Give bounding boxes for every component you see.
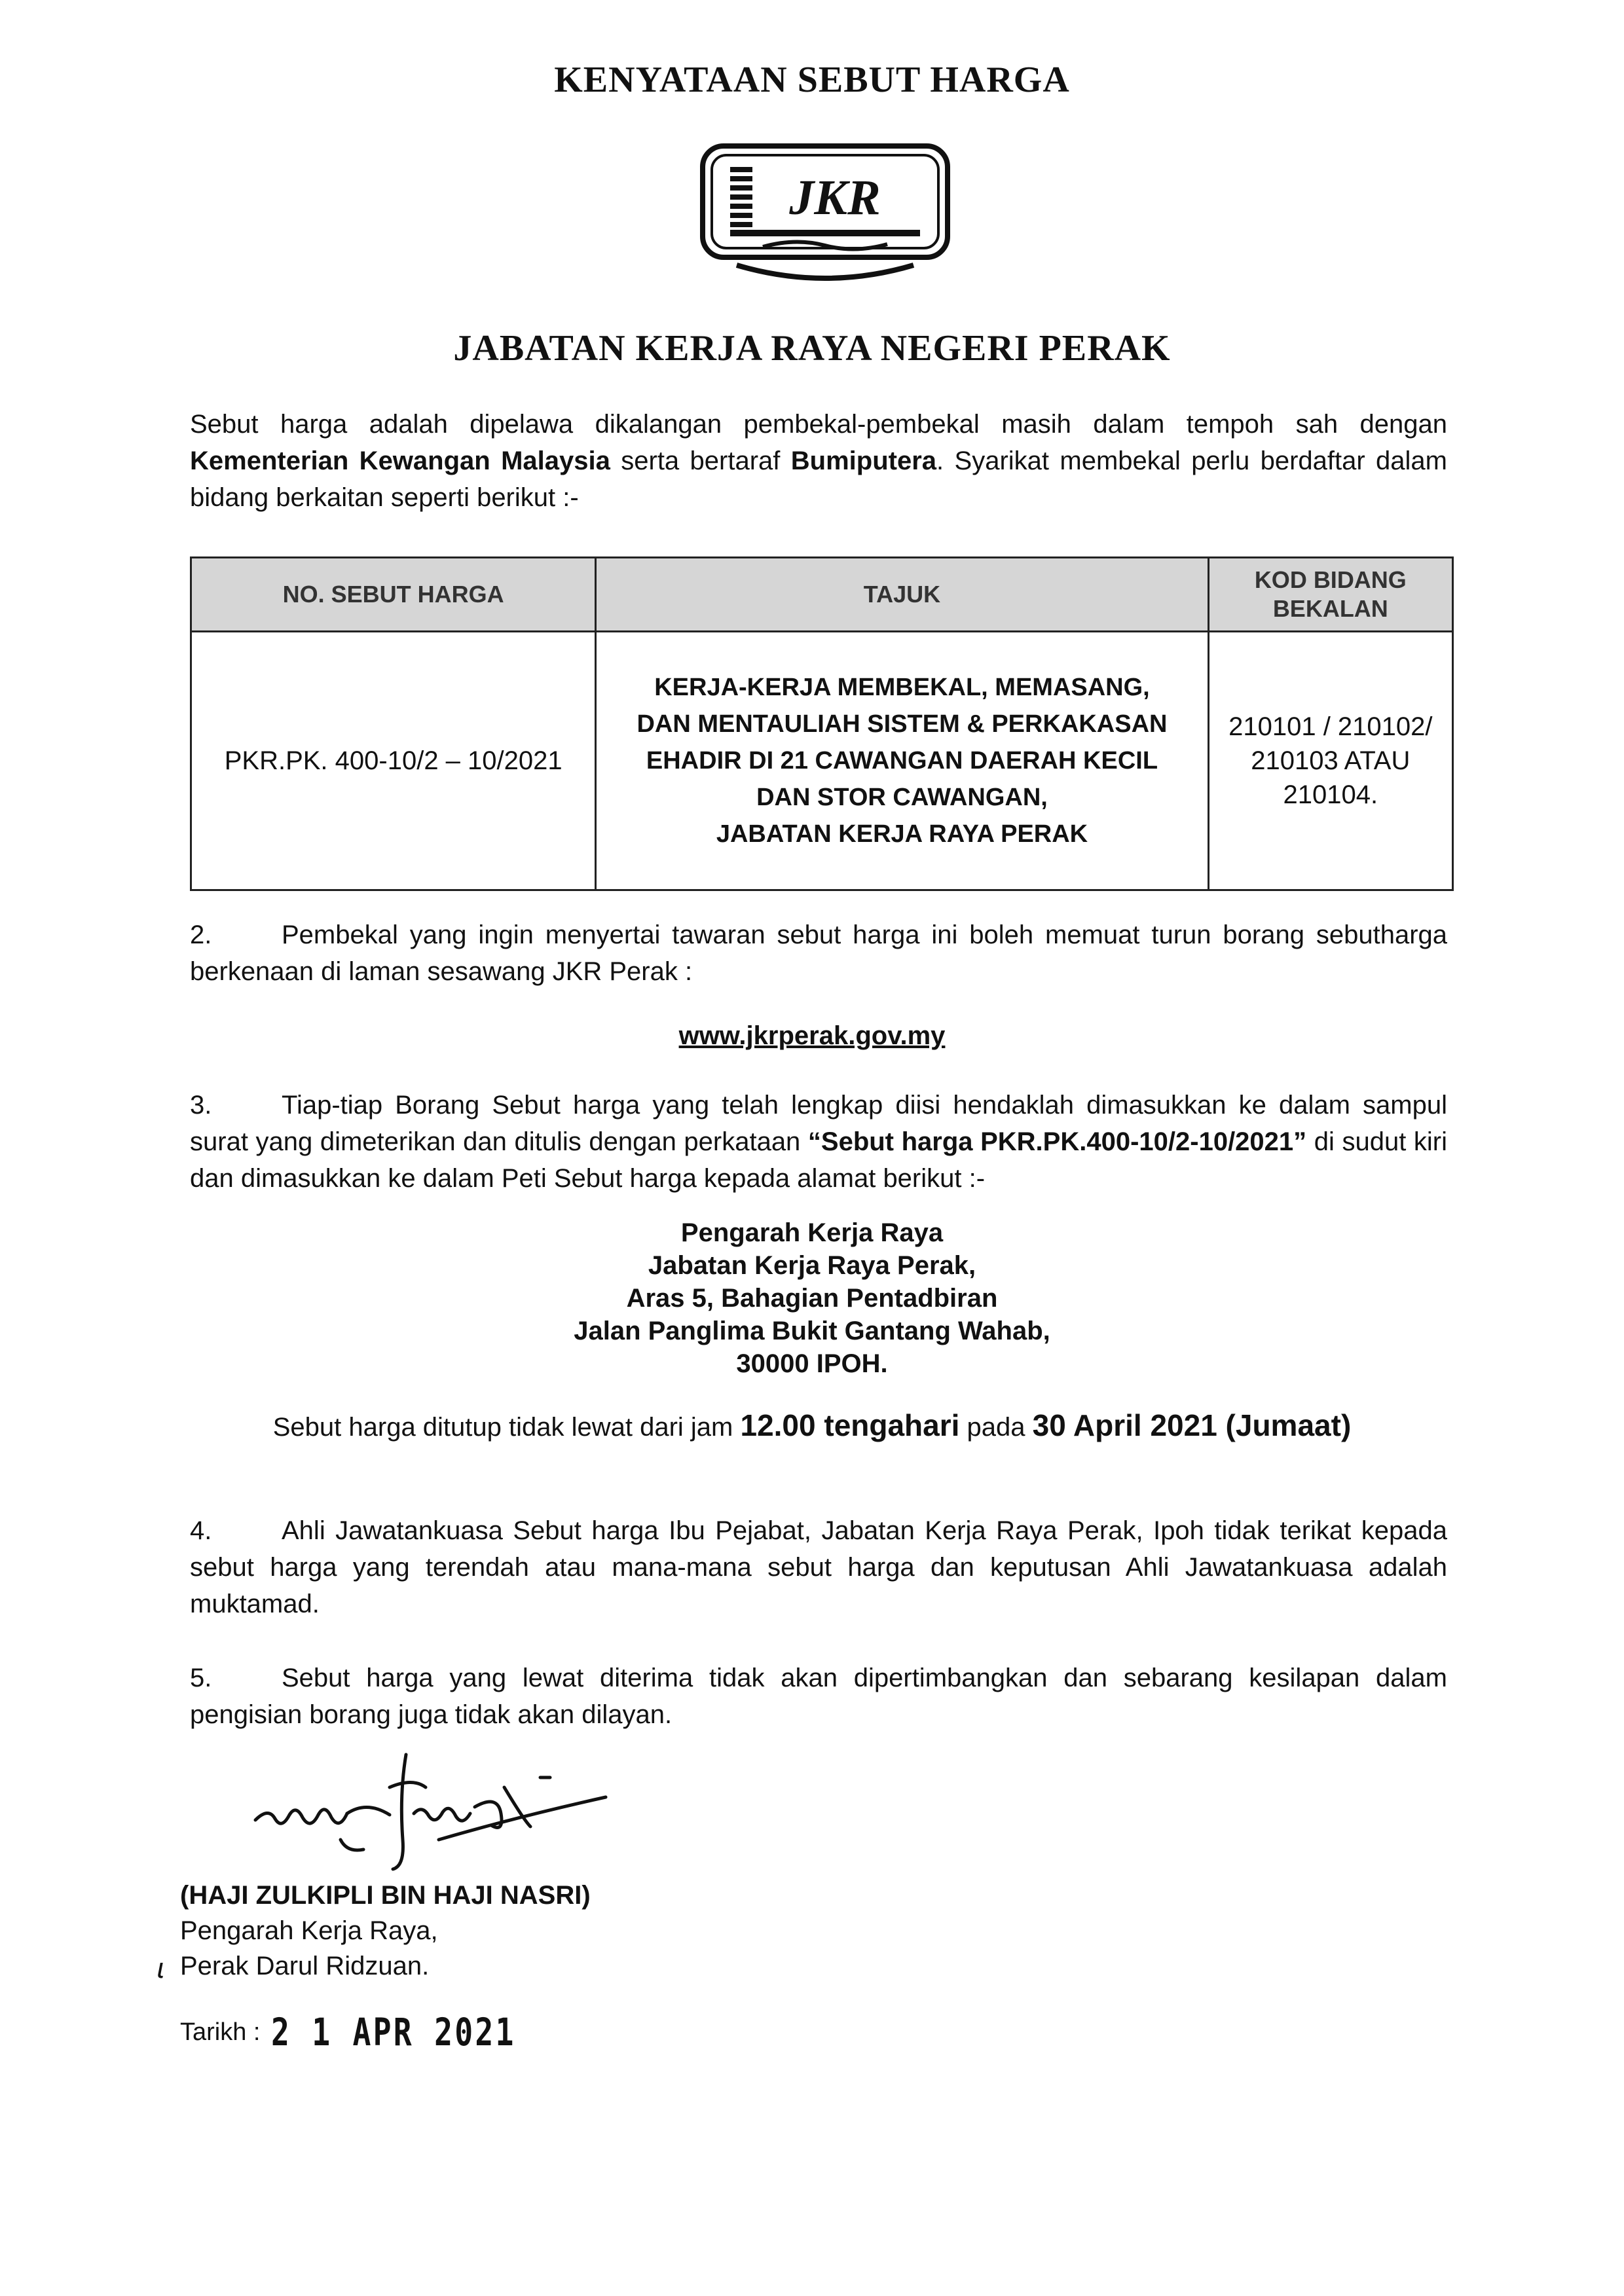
header-no-sebut-harga: NO. SEBUT HARGA (191, 558, 596, 632)
paragraph-5 (190, 1660, 1447, 1733)
date-row (180, 2010, 577, 2054)
closing-text-1: Sebut harga ditutup tidak lewat dari jam (272, 1413, 741, 1442)
address-line: 30000 IPOH. (736, 1349, 888, 1378)
address-line: Jalan Panglima Bukit Gantang Wahab, (574, 1317, 1050, 1345)
handwritten-signature-icon (242, 1741, 609, 1879)
header-kod-bidang: KOD BIDANG BEKALAN (1208, 558, 1452, 632)
document-title: KENYATAAN SEBUT HARGA (554, 60, 1070, 100)
cell-tajuk: KERJA-KERJA MEMBEKAL, MEMASANG, DAN MENTAULIAH SISTEM & PERKAKASAN EHADIR DI 21 CAWANGAN DAERAH KECIL DAN STOR CAWANGAN, JABATAN KERJA RAYA PERAK (596, 632, 1208, 890)
date-label: Tarikh : (180, 2018, 261, 2046)
paragraph-4 (190, 1512, 1447, 1622)
paragraph-4-text: Ahli Jawatankuasa Sebut harga Ibu Pejabat, Jabatan Kerja Raya Perak, Ipoh tidak terikat kepada sebut harga yang terendah atau mana-mana sebut harga dan keputusan Ahli Jawatankuasa adalah muktamad. (190, 1516, 1447, 1618)
paragraph-3-bold-reference: “Sebut harga PKR.PK.400-10/2-10/2021” (807, 1127, 1307, 1156)
handwritten-initial: ɩ (157, 1952, 164, 1984)
website-link[interactable]: www.jkrperak.gov.my (678, 1021, 946, 1050)
date-stamp: 2 1 APR 2021 (271, 2010, 516, 2054)
intro-text-2: serta bertaraf (610, 446, 791, 475)
cell-no-sebut-harga: PKR.PK. 400-10/2 – 10/2021 (191, 632, 596, 890)
intro-text-3: . Syarikat membekal perlu berdaftar dalam bidang berkaitan seperti berikut :- (190, 446, 1447, 512)
paragraph-number: 4. (190, 1516, 212, 1545)
paragraph-3-text-1: Tiap-tiap Borang Sebut harga yang telah lengkap diisi hendaklah dimasukkan ke dalam sampul surat yang dimeterikan dan ditulis dengan perkataan (190, 1091, 1447, 1156)
header-tajuk: TAJUK (596, 558, 1208, 632)
paragraph-3-text-2: di sudut kiri dan dimasukkan ke dalam Peti Sebut harga kepada alamat berikut :- (190, 1127, 1447, 1193)
paragraph-number: 2. (190, 920, 212, 949)
address-line: Jabatan Kerja Raya Perak, (648, 1251, 976, 1280)
closing-notice (0, 1408, 1624, 1443)
paragraph-number: 3. (190, 1091, 212, 1120)
jkr-logo-icon (697, 141, 953, 282)
address-line: Aras 5, Bahagian Pentadbiran (626, 1284, 998, 1313)
intro-paragraph (190, 406, 1447, 516)
paragraph-2 (190, 917, 1447, 990)
department-title: JABATAN KERJA RAYA NEGERI PERAK (453, 328, 1171, 369)
closing-date: 30 April 2021 (Jumaat) (1032, 1408, 1352, 1442)
closing-time: 12.00 tengahari (740, 1408, 960, 1442)
table-row (191, 632, 1453, 890)
intro-bold-bumiputera: Bumiputera (790, 446, 937, 475)
address-block (0, 1216, 1624, 1380)
intro-bold-ministry: Kementerian Kewangan Malaysia (190, 446, 610, 475)
intro-text-1: Sebut harga adalah dipelawa dikalangan pembekal-pembekal masih dalam tempoh sah dengan (190, 410, 1447, 439)
table-header-row (191, 558, 1453, 632)
logo-text: JKR (789, 170, 881, 225)
signatory-name: (HAJI ZULKIPLI BIN HAJI NASRI) (180, 1881, 591, 1910)
paragraph-number: 5. (190, 1664, 212, 1692)
signatory-state: Perak Darul Ridzuan. (180, 1952, 430, 1980)
address-line: Pengarah Kerja Raya (680, 1218, 944, 1247)
paragraph-5-text: Sebut harga yang lewat diterima tidak akan dipertimbangkan dan sebarang kesilapan dalam pengisian borang juga tidak akan dilayan. (190, 1664, 1447, 1729)
signatory-position: Pengarah Kerja Raya, (180, 1916, 438, 1945)
paragraph-2-text: Pembekal yang ingin menyertai tawaran sebut harga ini boleh memuat turun borang sebutharga berkenaan di laman sesawang JKR Perak : (190, 920, 1447, 986)
paragraph-3 (190, 1087, 1447, 1197)
closing-text-2: pada (959, 1413, 1033, 1442)
cell-kod-bidang: 210101 / 210102/ 210103 ATAU 210104. (1208, 632, 1452, 890)
tender-table (190, 556, 1454, 891)
